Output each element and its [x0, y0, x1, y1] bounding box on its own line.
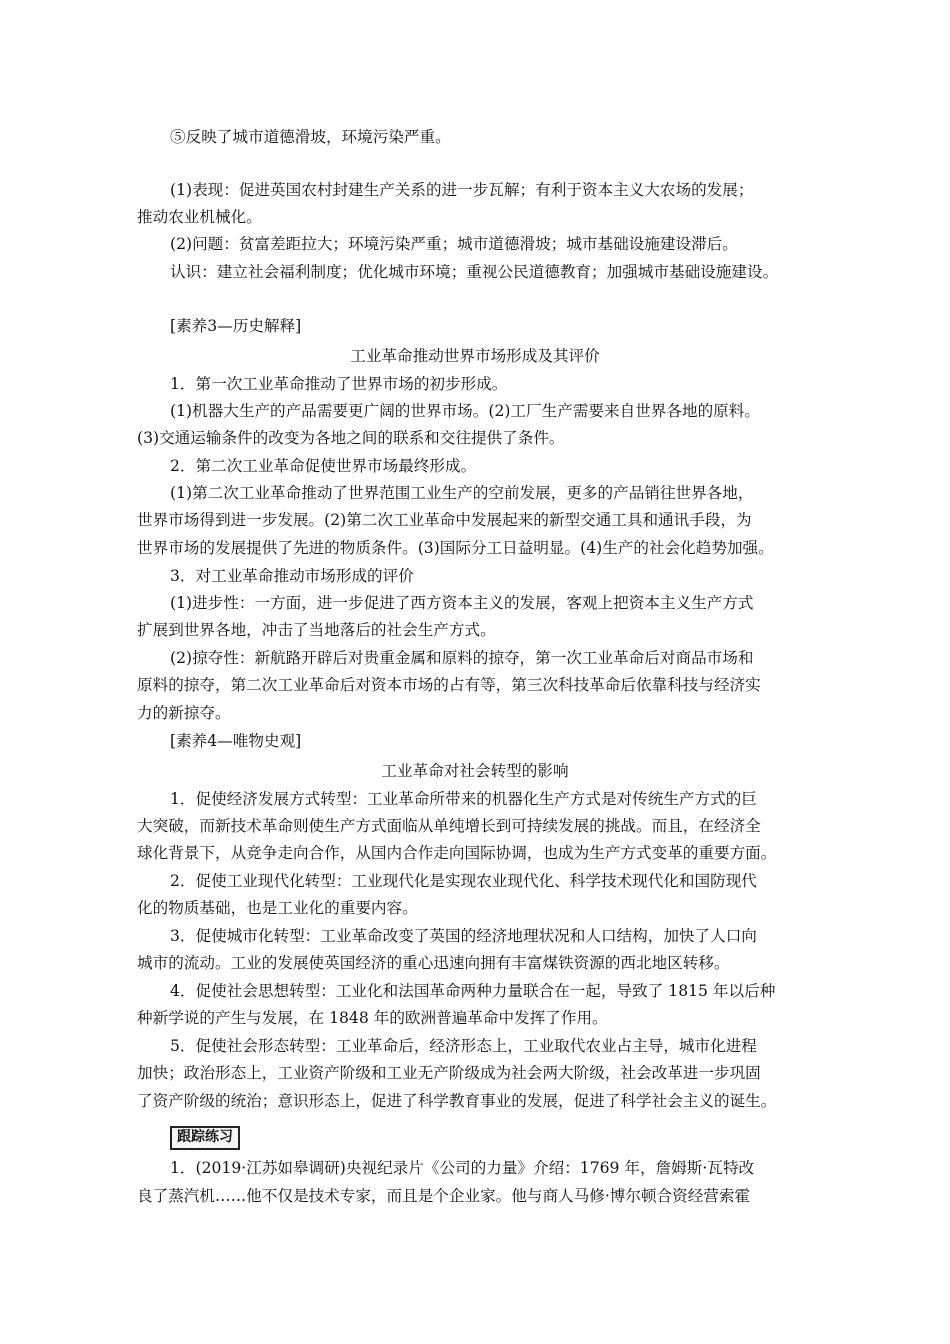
text-line: 加快；政治形态上，工业资产阶级和工业无产阶级成为社会两大阶级，社会改革进一步巩固 [137, 1064, 761, 1082]
text-line: 球化背景下，从竞争走向合作，从国内合作走向国际协调，也成为生产方式变革的重要方面。 [137, 844, 777, 862]
text-line: 世界市场得到进一步发展。(2)第二次工业革命中发展起来的新型交通工具和通讯手段，为 [137, 511, 752, 529]
section-label: [素养4—唯物史观] [170, 732, 302, 750]
text-line: (2)掠夺性：新航路开辟后对贵重金属和原料的掠夺，第一次工业革命后对商品市场和 [170, 649, 754, 667]
text-line: 2．第二次工业革命促使世界市场最终形成。 [170, 457, 477, 475]
text-line: 2．促使工业现代化转型：工业现代化是实现农业现代化、科学技术现代化和国防现代 [170, 872, 757, 890]
text-line: (1)机器大生产的产品需要更广阔的世界市场。(2)工厂生产需要来自世界各地的原料。 [170, 402, 760, 420]
section-label: [素养3—历史解释] [170, 317, 302, 335]
text-line: 世界市场的发展提供了先进的物质条件。(3)国际分工日益明显。(4)生产的社会化趋势加强。 [137, 539, 774, 557]
question-line: 1．(2019·江苏如皋调研)央视纪录片《公司的力量》介绍：1769 年，詹姆斯·瓦特改 [170, 1159, 755, 1177]
text-line: (2)问题：贫富差距拉大；环境污染严重；城市道德滑坡；城市基础设施建设滞后。 [170, 235, 738, 253]
text-line: (1)进步性：一方面，进一步促进了西方资本主义的发展，客观上把资本主义生产方式 [170, 594, 754, 612]
question-line: 良了蒸汽机……他不仅是技术专家，而且是个企业家。他与商人马修·博尔顿合资经营索霍 [137, 1187, 751, 1205]
text-line: (3)交通运输条件的改变为各地之间的联系和交往提供了条件。 [137, 429, 565, 447]
practice-section-tag: 跟踪练习 [170, 1126, 240, 1150]
section-title: 工业革命对社会转型的影响 [381, 762, 569, 780]
text-line: 了资产阶级的统治；意识形态上，促进了科学教育事业的发展，促进了科学社会主义的诞生。 [137, 1092, 777, 1110]
text-line: 扩展到世界各地，冲击了当地落后的社会生产方式。 [137, 621, 496, 639]
text-line: 5．促使社会形态转型：工业革命后，经济形态上，工业取代农业占主导，城市化进程 [170, 1037, 757, 1055]
text-line: (1)表现：促进英国农村封建生产关系的进一步瓦解；有利于资本主义大农场的发展； [170, 181, 754, 199]
text-line: 4．促使社会思想转型：工业化和法国革命两种力量联合在一起，导致了 1815 年以后种 [170, 982, 776, 1000]
text-line: (1)第二次工业革命推动了世界范围工业生产的空前发展，更多的产品销往世界各地， [170, 484, 754, 502]
text-line: 原料的掠夺，第二次工业革命后对资本市场的占有等，第三次科技革命后依靠科技与经济实 [137, 676, 761, 694]
text-line: 3．对工业革命推动市场形成的评价 [170, 567, 414, 585]
text-line: 推动农业机械化。 [137, 208, 262, 226]
text-line: 力的新掠夺。 [137, 704, 231, 722]
text-line: 大突破，而新技术革命则使生产方式面临从单纯增长到可持续发展的挑战。而且，在经济全 [137, 817, 761, 835]
text-line: 1．第一次工业革命推动了世界市场的初步形成。 [170, 375, 508, 393]
text-line: 认识：建立社会福利制度；优化城市环境；重视公民道德教育；加强城市基础设施建设。 [170, 263, 779, 281]
text-line: 化的物质基础，也是工业化的重要内容。 [137, 899, 418, 917]
section-title: 工业革命推动世界市场形成及其评价 [350, 347, 600, 365]
text-line: 城市的流动。工业的发展使英国经济的重心迅速向拥有丰富煤铁资源的西北地区转移。 [137, 954, 730, 972]
text-line: 1．促使经济发展方式转型：工业革命所带来的机器化生产方式是对传统生产方式的巨 [170, 790, 757, 808]
text-line: 3．促使城市化转型：工业革命改变了英国的经济地理状况和人口结构，加快了人口向 [170, 927, 757, 945]
text-line: 种新学说的产生与发展，在 1848 年的欧洲普遍革命中发挥了作用。 [137, 1009, 608, 1027]
text-line: ⑤反映了城市道德滑坡，环境污染严重。 [170, 128, 451, 146]
